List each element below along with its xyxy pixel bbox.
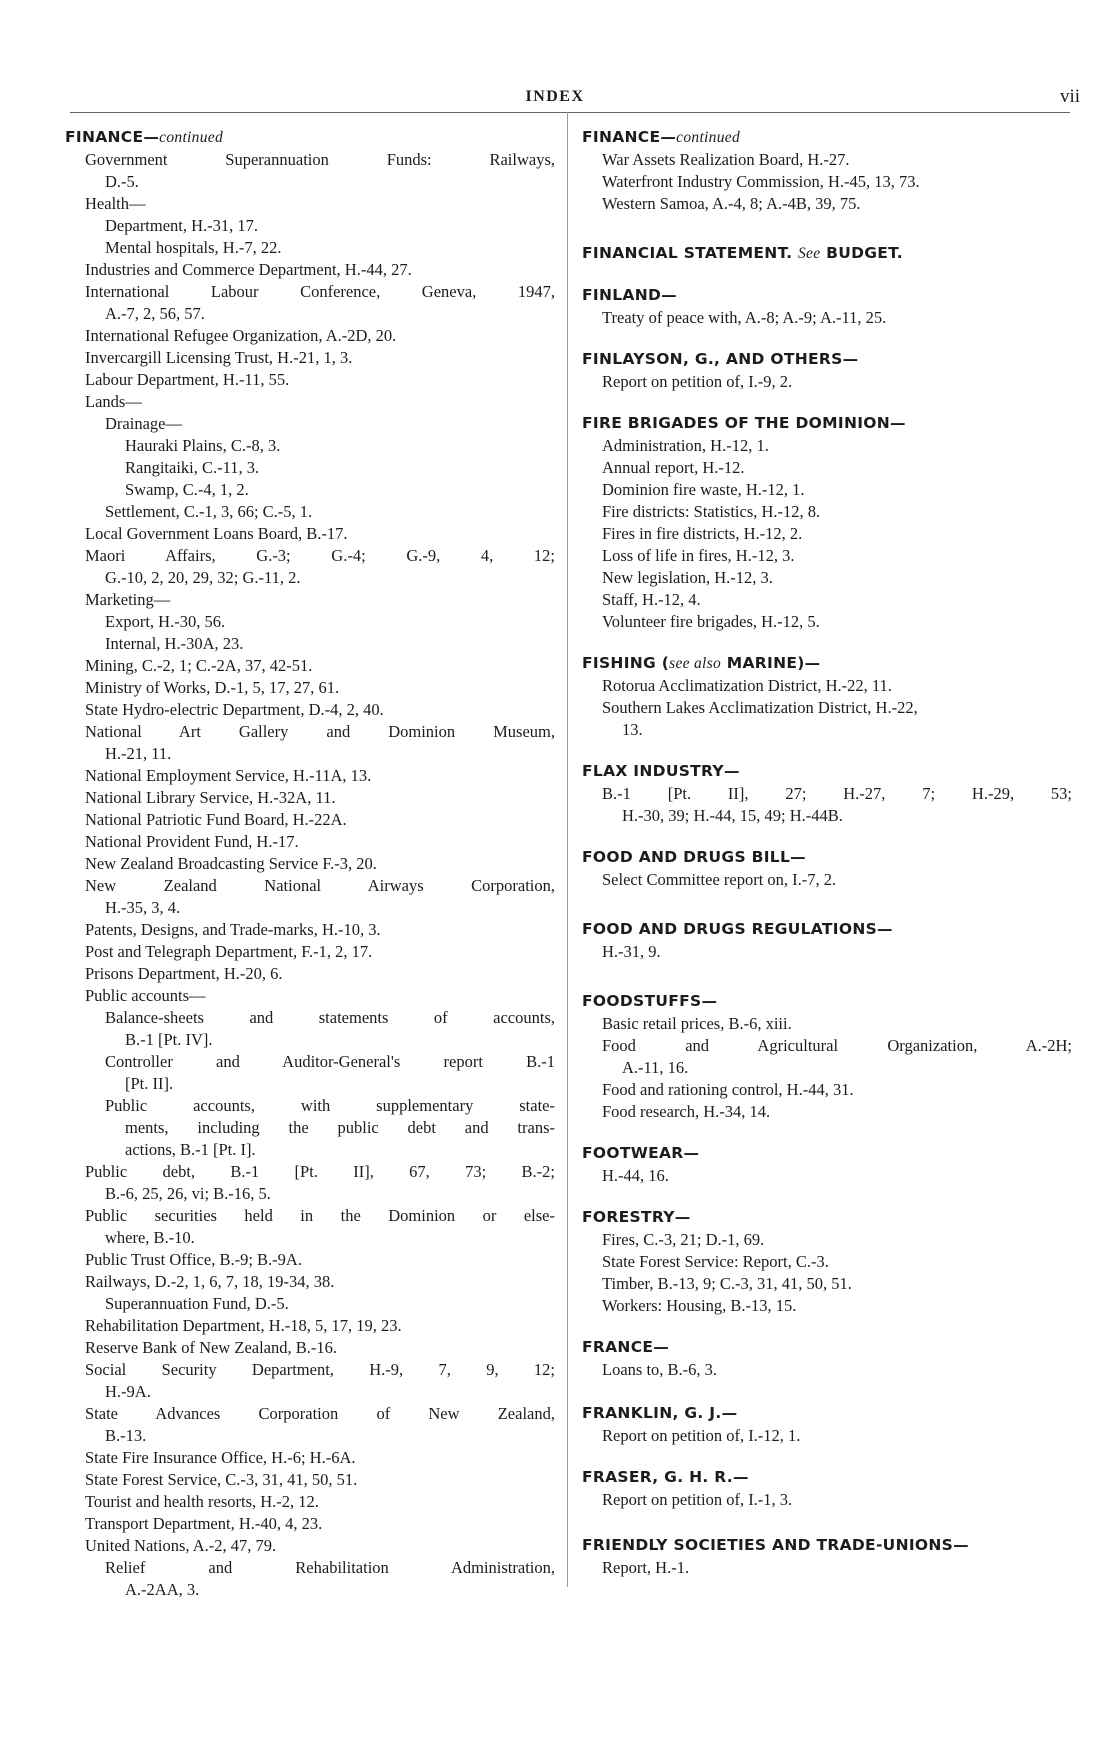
entry-text: ments, including the public debt and trans-	[125, 1118, 555, 1137]
index-entry	[65, 1051, 555, 1072]
entry-text: Health—	[85, 194, 146, 213]
index-entry	[65, 1293, 555, 1314]
index-entry	[582, 1229, 1072, 1250]
index-entry	[65, 633, 555, 654]
index-entry	[65, 391, 555, 412]
entry-text: Annual report, H.-12.	[602, 458, 745, 477]
entry-text: FOOD AND DRUGS BILL—	[582, 848, 806, 866]
index-entry	[65, 809, 555, 830]
entry-text: Staff, H.-12, 4.	[602, 590, 701, 609]
entry-text: 13.	[622, 720, 643, 739]
index-heading	[65, 127, 555, 148]
entry-text: Patents, Designs, and Trade-marks, H.-10, 3.	[85, 920, 381, 939]
index-entry	[65, 919, 555, 940]
page-title: INDEX	[525, 88, 585, 105]
index-heading	[582, 349, 1072, 370]
entry-text: National Library Service, H.-32A, 11.	[85, 788, 336, 807]
index-entry	[65, 523, 555, 544]
entry-text: Administration, H.-12, 1.	[602, 436, 769, 455]
entry-text: D.-5.	[105, 172, 139, 191]
index-entry	[582, 1557, 1072, 1578]
index-entry	[582, 307, 1072, 328]
index-entry	[65, 1139, 555, 1160]
entry-text: where, B.-10.	[105, 1228, 195, 1247]
entry-text: Social Security Department, H.-9, 7, 9, 12;	[85, 1360, 555, 1379]
entry-text: Workers: Housing, B.-13, 15.	[602, 1296, 797, 1315]
entry-text: Southern Lakes Acclimatization District, H.-22,	[602, 698, 918, 717]
entry-italic-text: See	[797, 245, 821, 262]
entry-text: FINANCIAL STATEMENT.	[582, 244, 798, 262]
index-entry	[582, 675, 1072, 696]
entry-text: Loans to, B.-6, 3.	[602, 1360, 718, 1379]
entry-text: Department, H.-31, 17.	[105, 216, 259, 235]
index-entry	[65, 721, 555, 742]
index-entry	[65, 875, 555, 896]
entry-text-suffix: BUDGET.	[820, 244, 903, 262]
entry-text: Report, H.-1.	[602, 1558, 690, 1577]
entry-text: National Employment Service, H.-11A, 13.	[85, 766, 372, 785]
entry-text: [Pt. II].	[125, 1074, 174, 1093]
index-entry	[65, 1271, 555, 1292]
index-entry	[582, 501, 1072, 522]
index-entry	[582, 869, 1072, 890]
page-number: vii	[1059, 86, 1080, 107]
entry-text: State Forest Service: Report, C.-3.	[602, 1252, 829, 1271]
index-entry	[65, 1535, 555, 1556]
entry-text: Western Samoa, A.-4, 8; A.-4B, 39, 75.	[602, 194, 861, 213]
entry-text: Swamp, C.-4, 1, 2.	[125, 480, 249, 499]
index-entry	[582, 783, 1072, 804]
index-entry	[65, 1513, 555, 1534]
index-entry	[582, 479, 1072, 500]
entry-text: Report on petition of, I.-12, 1.	[602, 1426, 801, 1445]
entry-text: Balance-sheets and statements of accounts,	[105, 1008, 555, 1027]
index-entry	[65, 985, 555, 1006]
entry-text: H.-31, 9.	[602, 942, 661, 961]
index-entry	[582, 1251, 1072, 1272]
entry-text: Public accounts, with supplementary state-	[105, 1096, 555, 1115]
entry-text: FINANCE—	[65, 128, 160, 146]
entry-text: FOOTWEAR—	[582, 1144, 700, 1162]
entry-text: FOODSTUFFS—	[582, 992, 718, 1010]
index-entry	[65, 1029, 555, 1050]
header-rule	[70, 112, 1070, 113]
entry-text: FRASER, G. H. R.—	[582, 1468, 749, 1486]
index-entry	[582, 523, 1072, 544]
entry-text: B.-6, 25, 26, vi; B.-16, 5.	[105, 1184, 271, 1203]
index-heading	[582, 991, 1072, 1012]
index-entry	[65, 1381, 555, 1402]
entry-text: Rangitaiki, C.-11, 3.	[125, 458, 260, 477]
entry-text: B.-13.	[105, 1426, 147, 1445]
entry-text: Food and rationing control, H.-44, 31.	[602, 1080, 854, 1099]
index-entry	[582, 1425, 1072, 1446]
entry-text: Public Trust Office, B.-9; B.-9A.	[85, 1250, 302, 1269]
entry-text: National Patriotic Fund Board, H.-22A.	[85, 810, 347, 829]
index-heading	[582, 1143, 1072, 1164]
entry-text: Volunteer fire brigades, H.-12, 5.	[602, 612, 820, 631]
index-entry	[582, 567, 1072, 588]
index-entry	[582, 719, 1072, 740]
index-entry	[582, 589, 1072, 610]
index-heading	[582, 847, 1072, 868]
entry-text: Report on petition of, I.-1, 3.	[602, 1490, 793, 1509]
entry-text: International Labour Conference, Geneva, 1947,	[85, 282, 555, 301]
index-entry	[582, 1079, 1072, 1100]
entry-italic-text: continued	[676, 129, 740, 146]
index-entry	[65, 479, 555, 500]
entry-text: Labour Department, H.-11, 55.	[85, 370, 290, 389]
entry-text: State Advances Corporation of New Zealand,	[85, 1404, 555, 1423]
index-heading	[582, 1535, 1072, 1556]
index-entry	[582, 149, 1072, 170]
index-entry	[582, 1295, 1072, 1316]
index-entry	[582, 457, 1072, 478]
entry-text: United Nations, A.-2, 47, 79.	[85, 1536, 277, 1555]
entry-text: A.-7, 2, 56, 57.	[105, 304, 205, 323]
index-entry	[582, 171, 1072, 192]
entry-text: Select Committee report on, I.-7, 2.	[602, 870, 837, 889]
index-entry	[65, 1205, 555, 1226]
entry-text: Dominion fire waste, H.-12, 1.	[602, 480, 805, 499]
index-entry	[582, 1101, 1072, 1122]
index-entry	[65, 435, 555, 456]
index-entry	[65, 699, 555, 720]
entry-text: Post and Telegraph Department, F.-1, 2, 17.	[85, 942, 373, 961]
entry-text: Superannuation Fund, D.-5.	[105, 1294, 289, 1313]
entry-text: Basic retail prices, B.-6, xiii.	[602, 1014, 792, 1033]
entry-text: Reserve Bank of New Zealand, B.-16.	[85, 1338, 338, 1357]
index-heading	[582, 285, 1072, 306]
index-entry	[65, 303, 555, 324]
index-entry	[582, 941, 1072, 962]
entry-text: International Refugee Organization, A.-2D, 20.	[85, 326, 397, 345]
entry-italic-text: see also	[669, 655, 722, 672]
entry-text: Fire districts: Statistics, H.-12, 8.	[602, 502, 821, 521]
entry-text: Loss of life in fires, H.-12, 3.	[602, 546, 795, 565]
index-heading	[582, 919, 1072, 940]
entry-text: G.-10, 2, 20, 29, 32; G.-11, 2.	[105, 568, 301, 587]
index-entry	[65, 369, 555, 390]
entry-text: FINLAND—	[582, 286, 677, 304]
entry-text: A.-2AA, 3.	[125, 1580, 200, 1599]
entry-text: B.-1 [Pt. II], 27; H.-27, 7; H.-29, 53;	[602, 784, 1072, 803]
entry-text: State Forest Service, C.-3, 31, 41, 50, 51.	[85, 1470, 358, 1489]
entry-text: Settlement, C.-1, 3, 66; C.-5, 1.	[105, 502, 313, 521]
index-entry	[65, 1007, 555, 1028]
entry-text: FINANCE—	[582, 128, 677, 146]
entry-italic-text: continued	[159, 129, 223, 146]
entry-text: New legislation, H.-12, 3.	[602, 568, 773, 587]
index-entry	[65, 1095, 555, 1116]
entry-text: H.-9A.	[105, 1382, 151, 1401]
entry-text: Public debt, B.-1 [Pt. II], 67, 73; B.-2;	[85, 1162, 555, 1181]
index-entry	[65, 1117, 555, 1138]
index-entry	[65, 831, 555, 852]
index-heading	[582, 413, 1072, 434]
index-entry	[582, 805, 1072, 826]
entry-text: Waterfront Industry Commission, H.-45, 13, 73.	[602, 172, 920, 191]
entry-text: Lands—	[85, 392, 142, 411]
index-entry	[65, 853, 555, 874]
index-entry	[65, 259, 555, 280]
index-entry	[65, 1359, 555, 1380]
index-entry	[65, 897, 555, 918]
entry-text: H.-21, 11.	[105, 744, 172, 763]
entry-text: Public accounts—	[85, 986, 206, 1005]
index-entry	[582, 611, 1072, 632]
index-entry	[65, 1469, 555, 1490]
entry-text: Fires, C.-3, 21; D.-1, 69.	[602, 1230, 765, 1249]
index-entry	[582, 1057, 1072, 1078]
column-divider	[567, 112, 568, 1587]
index-entry	[65, 589, 555, 610]
index-entry	[65, 215, 555, 236]
index-entry	[65, 193, 555, 214]
entry-text: Hauraki Plains, C.-8, 3.	[125, 436, 281, 455]
entry-text: H.-44, 16.	[602, 1166, 669, 1185]
index-entry	[65, 1403, 555, 1424]
entry-text: Rotorua Acclimatization District, H.-22, 11.	[602, 676, 892, 695]
index-heading	[582, 243, 1072, 264]
entry-text: H.-30, 39; H.-44, 15, 49; H.-44B.	[622, 806, 843, 825]
entry-text: New Zealand National Airways Corporation,	[85, 876, 555, 895]
index-entry	[582, 371, 1072, 392]
index-entry	[65, 281, 555, 302]
index-entry	[65, 1073, 555, 1094]
index-entry	[65, 1425, 555, 1446]
index-heading	[582, 127, 1072, 148]
index-heading	[582, 1403, 1072, 1424]
index-entry	[65, 1183, 555, 1204]
entry-text: Maori Affairs, G.-3; G.-4; G.-9, 4, 12;	[85, 546, 555, 565]
index-heading	[582, 1337, 1072, 1358]
entry-text: State Fire Insurance Office, H.-6; H.-6A.	[85, 1448, 356, 1467]
index-entry	[582, 697, 1072, 718]
entry-text: Food research, H.-34, 14.	[602, 1102, 771, 1121]
index-heading	[582, 653, 1072, 674]
entry-text: Industries and Commerce Department, H.-44, 27.	[85, 260, 412, 279]
entry-text: Rehabilitation Department, H.-18, 5, 17, 19, 23.	[85, 1316, 402, 1335]
entry-text: State Hydro-electric Department, D.-4, 2, 40.	[85, 700, 384, 719]
index-entry	[582, 435, 1072, 456]
entry-text: FRIENDLY SOCIETIES AND TRADE-UNIONS—	[582, 1536, 969, 1554]
index-entry	[65, 743, 555, 764]
entry-text: National Art Gallery and Dominion Museum,	[85, 722, 555, 741]
index-entry	[65, 787, 555, 808]
entry-text: A.-11, 16.	[622, 1058, 689, 1077]
index-entry	[65, 501, 555, 522]
entry-text: FISHING (	[582, 654, 670, 672]
entry-text: FRANKLIN, G. J.—	[582, 1404, 738, 1422]
entry-text: Timber, B.-13, 9; C.-3, 31, 41, 50, 51.	[602, 1274, 852, 1293]
index-heading	[582, 761, 1072, 782]
entry-text: Drainage—	[105, 414, 182, 433]
entry-text: Relief and Rehabilitation Administration,	[105, 1558, 555, 1577]
entry-text: Report on petition of, I.-9, 2.	[602, 372, 793, 391]
entry-text: Marketing—	[85, 590, 171, 609]
index-heading	[582, 1467, 1072, 1488]
entry-text: Treaty of peace with, A.-8; A.-9; A.-11, 25.	[602, 308, 887, 327]
index-heading	[582, 1207, 1072, 1228]
index-entry	[582, 1273, 1072, 1294]
entry-text: Prisons Department, H.-20, 6.	[85, 964, 283, 983]
index-entry	[65, 545, 555, 566]
entry-text: Mining, C.-2, 1; C.-2A, 37, 42-51.	[85, 656, 313, 675]
index-entry	[582, 193, 1072, 214]
entry-text: FORESTRY—	[582, 1208, 691, 1226]
entry-text: Transport Department, H.-40, 4, 23.	[85, 1514, 323, 1533]
entry-text: H.-35, 3, 4.	[105, 898, 181, 917]
index-entry	[65, 149, 555, 170]
index-entry	[65, 1557, 555, 1578]
index-entry	[65, 941, 555, 962]
entry-text: FINLAYSON, G., AND OTHERS—	[582, 350, 859, 368]
entry-text: Tourist and health resorts, H.-2, 12.	[85, 1492, 319, 1511]
index-entry	[65, 347, 555, 368]
index-entry	[65, 1579, 555, 1600]
entry-text: B.-1 [Pt. IV].	[125, 1030, 213, 1049]
index-entry	[65, 567, 555, 588]
index-entry	[582, 1165, 1072, 1186]
index-entry	[65, 1491, 555, 1512]
entry-text: Export, H.-30, 56.	[105, 612, 226, 631]
entry-text: FRANCE—	[582, 1338, 670, 1356]
index-entry	[65, 1249, 555, 1270]
entry-text: New Zealand Broadcasting Service F.-3, 20.	[85, 854, 377, 873]
index-entry	[65, 1337, 555, 1358]
index-entry	[65, 677, 555, 698]
entry-text: FOOD AND DRUGS REGULATIONS—	[582, 920, 893, 938]
entry-text: Government Superannuation Funds: Railways,	[85, 150, 555, 169]
index-entry	[65, 963, 555, 984]
entry-text: War Assets Realization Board, H.-27.	[602, 150, 850, 169]
index-entry	[65, 1161, 555, 1182]
entry-text: Public securities held in the Dominion or else-	[85, 1206, 555, 1225]
index-entry	[65, 237, 555, 258]
index-entry	[582, 1035, 1072, 1056]
index-entry	[582, 1013, 1072, 1034]
entry-text: Controller and Auditor-General's report B.-1	[105, 1052, 555, 1071]
entry-text: FIRE BRIGADES OF THE DOMINION—	[582, 414, 906, 432]
entry-text: National Provident Fund, H.-17.	[85, 832, 299, 851]
entry-text: Invercargill Licensing Trust, H.-21, 1, 3.	[85, 348, 353, 367]
index-entry	[65, 171, 555, 192]
entry-text: FLAX INDUSTRY—	[582, 762, 740, 780]
index-entry	[65, 413, 555, 434]
index-entry	[65, 1315, 555, 1336]
entry-text-suffix: MARINE)—	[721, 654, 821, 672]
index-entry	[65, 1227, 555, 1248]
entry-text: Fires in fire districts, H.-12, 2.	[602, 524, 803, 543]
entry-text: Food and Agricultural Organization, A.-2H;	[602, 1036, 1072, 1055]
entry-text: Local Government Loans Board, B.-17.	[85, 524, 348, 543]
entry-text: actions, B.-1 [Pt. I].	[125, 1140, 256, 1159]
index-entry	[582, 545, 1072, 566]
entry-text: Railways, D.-2, 1, 6, 7, 18, 19-34, 38.	[85, 1272, 335, 1291]
index-entry	[582, 1489, 1072, 1510]
index-entry	[65, 457, 555, 478]
index-entry	[65, 325, 555, 346]
index-entry	[65, 1447, 555, 1468]
index-entry	[65, 765, 555, 786]
index-entry	[582, 1359, 1072, 1380]
index-entry	[65, 655, 555, 676]
entry-text: Internal, H.-30A, 23.	[105, 634, 244, 653]
entry-text: Ministry of Works, D.-1, 5, 17, 27, 61.	[85, 678, 340, 697]
entry-text: Mental hospitals, H.-7, 22.	[105, 238, 282, 257]
index-entry	[65, 611, 555, 632]
